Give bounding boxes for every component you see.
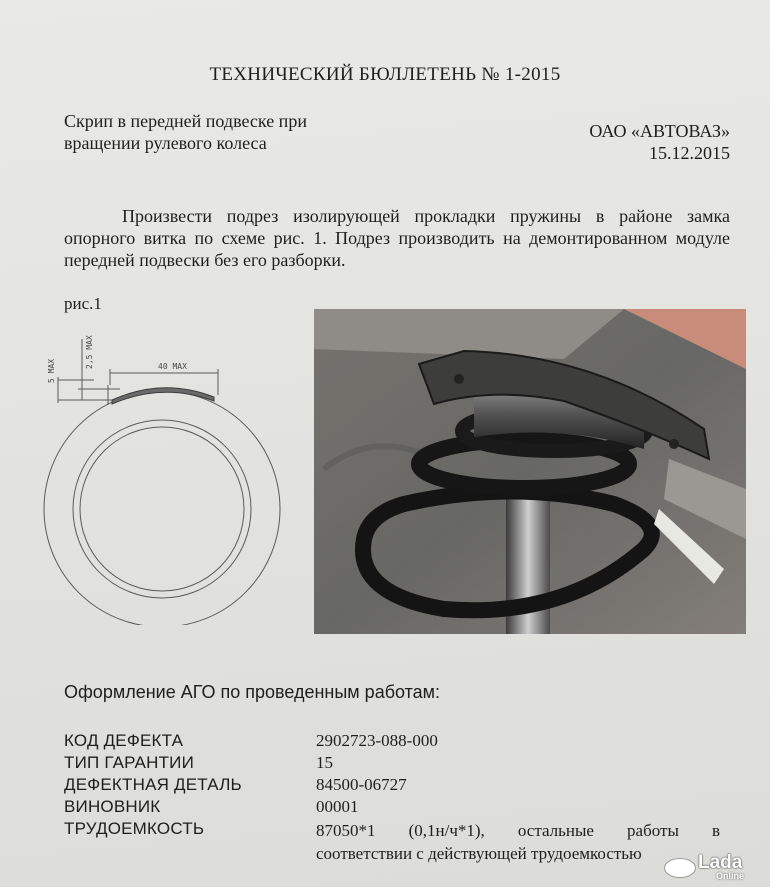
ago-key: ДЕФЕКТНАЯ ДЕТАЛЬ (64, 775, 242, 794)
bulletin-topic (64, 110, 307, 154)
watermark-brand: Lada (698, 852, 743, 873)
ago-row-culprit (64, 797, 744, 819)
gasket-technical-drawing (38, 325, 298, 625)
ago-key: ТИП ГАРАНТИИ (64, 753, 194, 772)
issuer-block (589, 120, 730, 164)
bulletin-date: 15.12.2015 (649, 143, 730, 163)
figure-label: рис.1 (64, 294, 102, 313)
company-name: ОАО «АВТОВАЗ» (589, 121, 730, 141)
lada-online-watermark (664, 852, 766, 882)
watermark-sub: Online (716, 871, 745, 881)
labor-value-line-1: 87050*1 (0,1н/ч*1), остальные работы в (316, 821, 720, 840)
dim-5-max: 5 MAX (47, 358, 56, 383)
dim-40-max: 40 MAX (158, 362, 187, 371)
topic-line-2: вращении рулевого колеса (64, 133, 267, 153)
ago-row-defective-part (64, 775, 744, 797)
ago-key: ТРУДОЕМКОСТЬ (64, 819, 205, 838)
instruction-paragraph (64, 205, 730, 271)
gasket-inner-circle-2 (80, 427, 244, 591)
ago-row-warranty-type (64, 753, 744, 775)
suspension-photo (314, 309, 746, 634)
topic-line-1: Скрип в передней подвеске при (64, 111, 307, 131)
bulletin-title: ТЕХНИЧЕСКИЙ БЮЛЛЕТЕНЬ № 1-2015 (209, 64, 561, 85)
ago-value: 00001 (316, 797, 359, 816)
ago-value: 15 (316, 753, 333, 772)
ago-key: КОД ДЕФЕКТА (64, 731, 184, 750)
gasket-outer-circle (44, 391, 280, 625)
ago-value: 84500-06727 (316, 775, 407, 794)
lada-logo-icon (664, 858, 696, 878)
instruction-text: Произвести подрез изолирующей прокладки пружины в районе замка опорного витка по схеме рис. 1. Подрез производить на демонтированном модуле передней подвески без его разборки. (64, 206, 730, 270)
ago-heading: Оформление АГО по проведенным работам: (64, 682, 441, 702)
ago-value: 2902723-088-000 (316, 731, 438, 750)
ago-key: ВИНОВНИК (64, 797, 161, 816)
gasket-inner-circle (73, 420, 251, 598)
dim-2-5-max: 2,5 MAX (85, 335, 94, 369)
cut-zone (112, 388, 214, 404)
ago-row-defect-code (64, 731, 744, 753)
labor-value-line-2: соответствии с действующей трудоемкостью (316, 844, 642, 863)
